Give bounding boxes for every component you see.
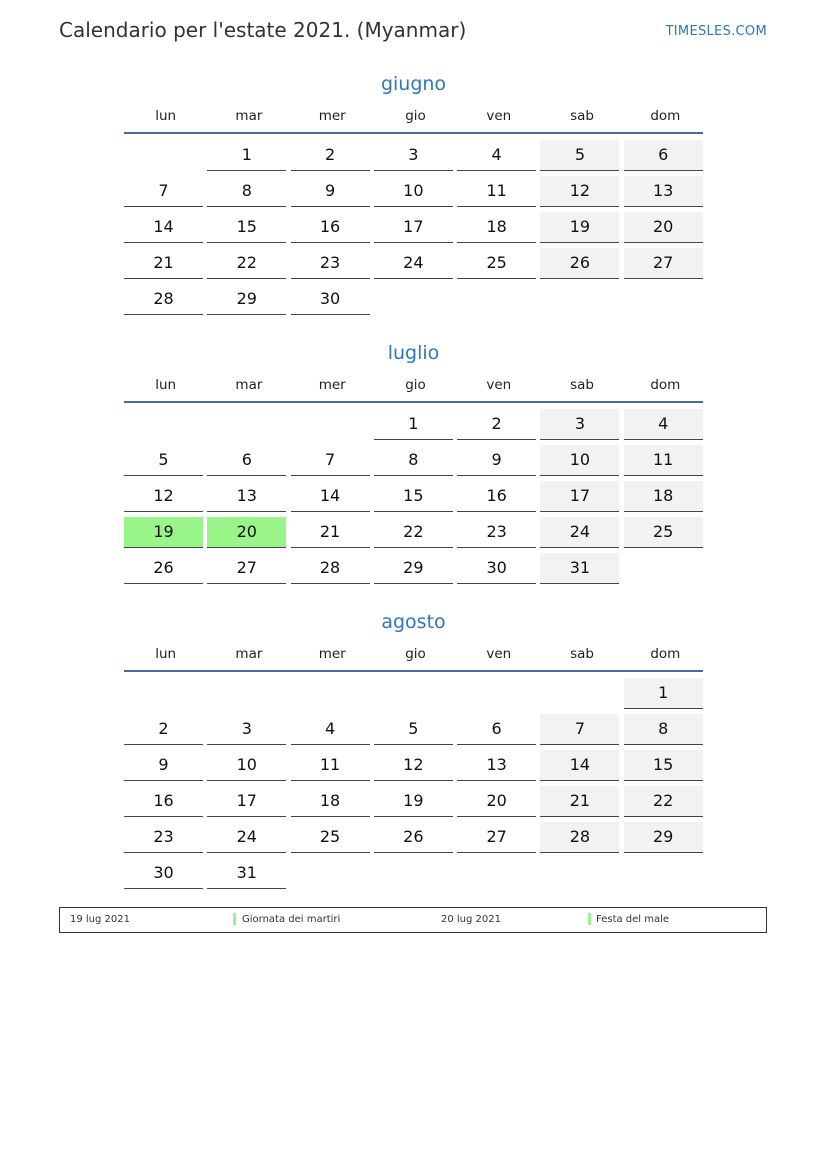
week-row [124,248,703,284]
day-cell: 15 [374,481,453,512]
weekday-header [124,106,703,134]
month-agosto [124,608,703,894]
week-row [124,212,703,248]
legend-name-1: Giornata dei martiri [242,914,341,925]
day-cell: 31 [540,553,619,584]
week-row [124,445,703,481]
weekday-label: gio [405,377,426,393]
day-cell: 3 [207,714,286,745]
day-cell: 5 [124,445,203,476]
day-cell: 12 [374,750,453,781]
empty-cell [124,140,203,170]
week-row [124,786,703,822]
week-row [124,714,703,750]
day-cell: 13 [624,176,703,207]
day-cell: 13 [207,481,286,512]
day-cell: 2 [457,409,536,440]
day-cell: 20 [624,212,703,243]
day-cell: 2 [124,714,203,745]
day-cell: 4 [291,714,370,745]
day-cell: 9 [291,176,370,207]
day-cell: 7 [540,714,619,745]
weekday-label: dom [650,108,681,124]
day-cell: 1 [207,140,286,171]
week-row [124,750,703,786]
day-cell: 9 [457,445,536,476]
weekday-label: mar [235,108,263,124]
day-cell: 17 [207,786,286,817]
empty-cell [124,409,203,439]
day-cell: 7 [291,445,370,476]
day-cell: 5 [374,714,453,745]
day-cell: 27 [624,248,703,279]
empty-cell [624,284,703,314]
day-cell: 7 [124,176,203,207]
day-cell: 27 [207,553,286,584]
day-cell: 23 [124,822,203,853]
week-row [124,284,703,320]
day-cell: 24 [207,822,286,853]
day-cell: 24 [374,248,453,279]
legend-date-1: 19 lug 2021 [70,914,130,925]
day-cell: 11 [457,176,536,207]
day-cell: 17 [540,481,619,512]
day-cell: 5 [540,140,619,171]
day-cell: 14 [124,212,203,243]
day-cell: 26 [540,248,619,279]
weekday-label: mer [318,108,346,124]
day-cell: 10 [374,176,453,207]
weekday-label: lun [155,108,177,124]
week-row [124,858,703,894]
day-cell: 16 [124,786,203,817]
day-cell: 29 [624,822,703,853]
empty-cell [624,553,703,583]
week-row [124,481,703,517]
day-cell: 24 [540,517,619,548]
holiday-legend [59,907,767,933]
day-cell: 29 [374,553,453,584]
day-cell: 11 [624,445,703,476]
empty-cell [457,858,536,888]
week-row [124,822,703,858]
weekday-label: dom [650,377,681,393]
day-cell: 20 [207,517,286,548]
empty-cell [124,678,203,708]
day-cell: 10 [207,750,286,781]
day-cell: 4 [457,140,536,171]
weekday-label: mer [318,377,346,393]
day-cell: 3 [540,409,619,440]
empty-cell [207,409,286,439]
weekday-label: mer [318,646,346,662]
empty-cell [374,858,453,888]
day-cell: 19 [124,517,203,548]
day-cell: 26 [124,553,203,584]
week-row [124,517,703,553]
week-row [124,678,703,714]
month-name: luglio [387,342,440,364]
day-cell: 27 [457,822,536,853]
day-cell: 22 [624,786,703,817]
day-cell: 23 [457,517,536,548]
day-cell: 6 [207,445,286,476]
day-cell: 21 [124,248,203,279]
page-header [0,0,827,60]
day-cell: 28 [540,822,619,853]
day-cell: 2 [291,140,370,171]
empty-cell [291,409,370,439]
weekday-header [124,644,703,672]
day-cell: 30 [124,858,203,889]
weekday-label: gio [405,108,426,124]
day-cell: 25 [291,822,370,853]
day-cell: 30 [291,284,370,315]
month-name: agosto [381,611,446,633]
weekday-label: ven [486,377,512,393]
site-link[interactable]: TIMESLES.COM [665,24,767,39]
day-cell: 14 [291,481,370,512]
day-cell: 8 [624,714,703,745]
empty-cell [291,678,370,708]
day-cell: 6 [457,714,536,745]
day-cell: 31 [207,858,286,889]
day-cell: 12 [540,176,619,207]
empty-cell [374,284,453,314]
empty-cell [374,678,453,708]
empty-cell [457,284,536,314]
day-cell: 29 [207,284,286,315]
day-cell: 25 [624,517,703,548]
day-cell: 28 [124,284,203,315]
day-cell: 4 [624,409,703,440]
empty-cell [291,858,370,888]
day-cell: 18 [457,212,536,243]
day-cell: 8 [374,445,453,476]
weekday-label: sab [570,646,594,662]
month-luglio [124,339,703,589]
empty-cell [457,678,536,708]
day-cell: 28 [291,553,370,584]
week-row [124,409,703,445]
day-cell: 21 [540,786,619,817]
day-cell: 30 [457,553,536,584]
day-cell: 20 [457,786,536,817]
day-cell: 3 [374,140,453,171]
day-cell: 21 [291,517,370,548]
day-cell: 15 [624,750,703,781]
weekday-label: lun [155,377,177,393]
day-cell: 14 [540,750,619,781]
legend-date-2: 20 lug 2021 [441,914,501,925]
weekday-header [124,375,703,403]
day-cell: 10 [540,445,619,476]
weekday-label: mar [235,377,263,393]
legend-color-1 [233,913,236,925]
day-cell: 23 [291,248,370,279]
day-cell: 9 [124,750,203,781]
weekday-label: sab [570,108,594,124]
day-cell: 1 [374,409,453,440]
month-giugno [124,70,703,320]
weekday-label: dom [650,646,681,662]
weekday-label: mar [235,646,263,662]
empty-cell [624,858,703,888]
weekday-label: ven [486,646,512,662]
day-cell: 8 [207,176,286,207]
day-cell: 22 [207,248,286,279]
day-cell: 18 [291,786,370,817]
weekday-label: sab [570,377,594,393]
day-cell: 16 [457,481,536,512]
month-name: giugno [380,73,447,95]
legend-color-2 [588,913,591,925]
day-cell: 17 [374,212,453,243]
day-cell: 6 [624,140,703,171]
day-cell: 12 [124,481,203,512]
day-cell: 1 [624,678,703,709]
day-cell: 16 [291,212,370,243]
empty-cell [207,678,286,708]
empty-cell [540,678,619,708]
weekday-label: gio [405,646,426,662]
day-cell: 18 [624,481,703,512]
weekday-label: lun [155,646,177,662]
page-title: Calendario per l'estate 2021. (Myanmar) [59,18,467,42]
day-cell: 13 [457,750,536,781]
legend-name-2: Festa del male [596,914,670,925]
empty-cell [540,858,619,888]
day-cell: 15 [207,212,286,243]
day-cell: 22 [374,517,453,548]
day-cell: 11 [291,750,370,781]
day-cell: 25 [457,248,536,279]
day-cell: 19 [540,212,619,243]
week-row [124,140,703,176]
empty-cell [540,284,619,314]
week-row [124,176,703,212]
week-row [124,553,703,589]
weekday-label: ven [486,108,512,124]
day-cell: 19 [374,786,453,817]
day-cell: 26 [374,822,453,853]
